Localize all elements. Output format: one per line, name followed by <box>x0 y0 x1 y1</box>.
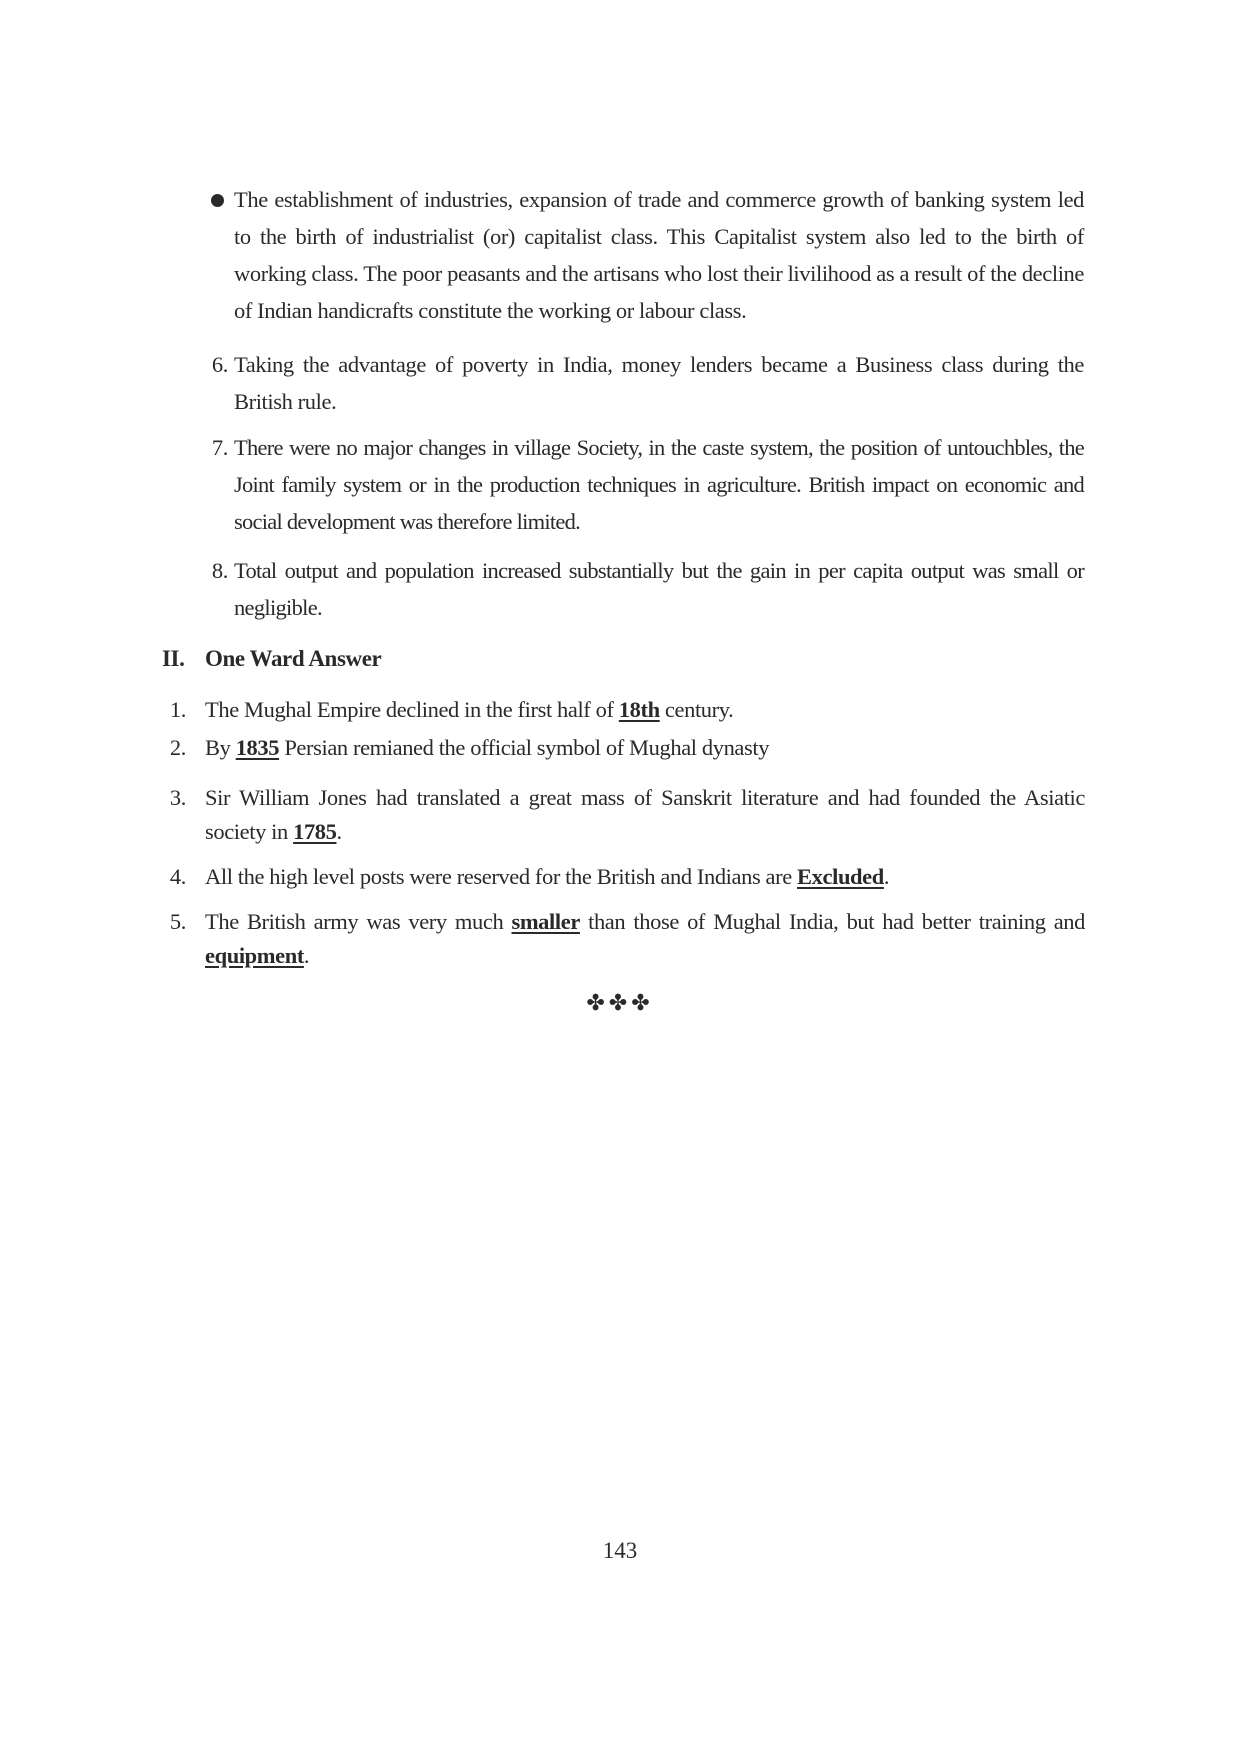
answer-number: 1. <box>169 697 186 722</box>
bullet-dot-icon <box>211 194 224 207</box>
point-text: Taking the advantage of poverty in India, money lenders became a Business class during the British rule. <box>234 352 1084 414</box>
answer-text-part: Persian remianed the official symbol of Mughal dynasty <box>279 735 770 760</box>
answer-text <box>205 693 1085 727</box>
answer-number: 5. <box>169 909 186 934</box>
point-text: There were no major changes in village Society, in the caste system, the position of untouchbles, the Joint family system or in the production techniques in agriculture. British impact on economic and social development was therefore limited. <box>234 435 1084 534</box>
answer-text-part: than those of Mughal India, but had better training and <box>579 909 1086 934</box>
answer-key: Excluded <box>797 864 884 889</box>
answer-text-part: . <box>883 864 890 889</box>
answer-key: 1785 <box>293 819 337 844</box>
section-heading <box>162 643 184 675</box>
answer-text-part: The Mughal Empire declined in the first half of <box>205 697 619 722</box>
answer-number: 3. <box>169 785 186 810</box>
answer-key: smaller <box>511 909 580 934</box>
answer-text-part: . <box>336 819 342 844</box>
bullet-paragraph: The establishment of industries, expansion of trade and commerce growth of banking system led to the birth of industrialist (or) capitalist class. This Capitalist system also led to the birth of working class. The poor peasants and the artisans who lost their livilihood as a result of the decline of Indian handicrafts constitute the working or labour class. <box>234 187 1084 323</box>
answer-key: 18th <box>618 697 660 722</box>
end-ornament: ✤✤✤ <box>586 990 654 1015</box>
answer-key: equipment <box>205 943 304 968</box>
answer-text <box>205 781 1085 849</box>
answer-text-part: The British army was very much <box>205 909 512 934</box>
answer-text-part: By <box>205 735 236 760</box>
point-text: Total output and population increased substantially but the gain in per capita output was small or negligible. <box>234 558 1084 620</box>
answer-number: 2. <box>169 735 186 760</box>
answer-text-part: All the high level posts were reserved for the British and Indians are <box>205 864 798 889</box>
point-number: 7. <box>211 435 228 460</box>
answer-text-part: Sir William Jones had translated a great mass of Sanskrit literature and had founded the Asiatic society in <box>205 785 1085 844</box>
answer-text-part: . <box>303 943 310 968</box>
answer-key: 1835 <box>235 735 280 760</box>
answer-number: 4. <box>169 864 186 889</box>
point-number: 6. <box>211 352 228 377</box>
section-title: One Ward Answer <box>205 646 382 671</box>
answer-text <box>205 905 1085 973</box>
answer-text <box>205 731 1085 765</box>
answer-text <box>205 860 1085 894</box>
page-number: 143 <box>602 1538 638 1563</box>
point-number: 8. <box>211 558 228 583</box>
answer-text-part: century. <box>659 697 734 722</box>
section-number: II. <box>162 646 185 671</box>
